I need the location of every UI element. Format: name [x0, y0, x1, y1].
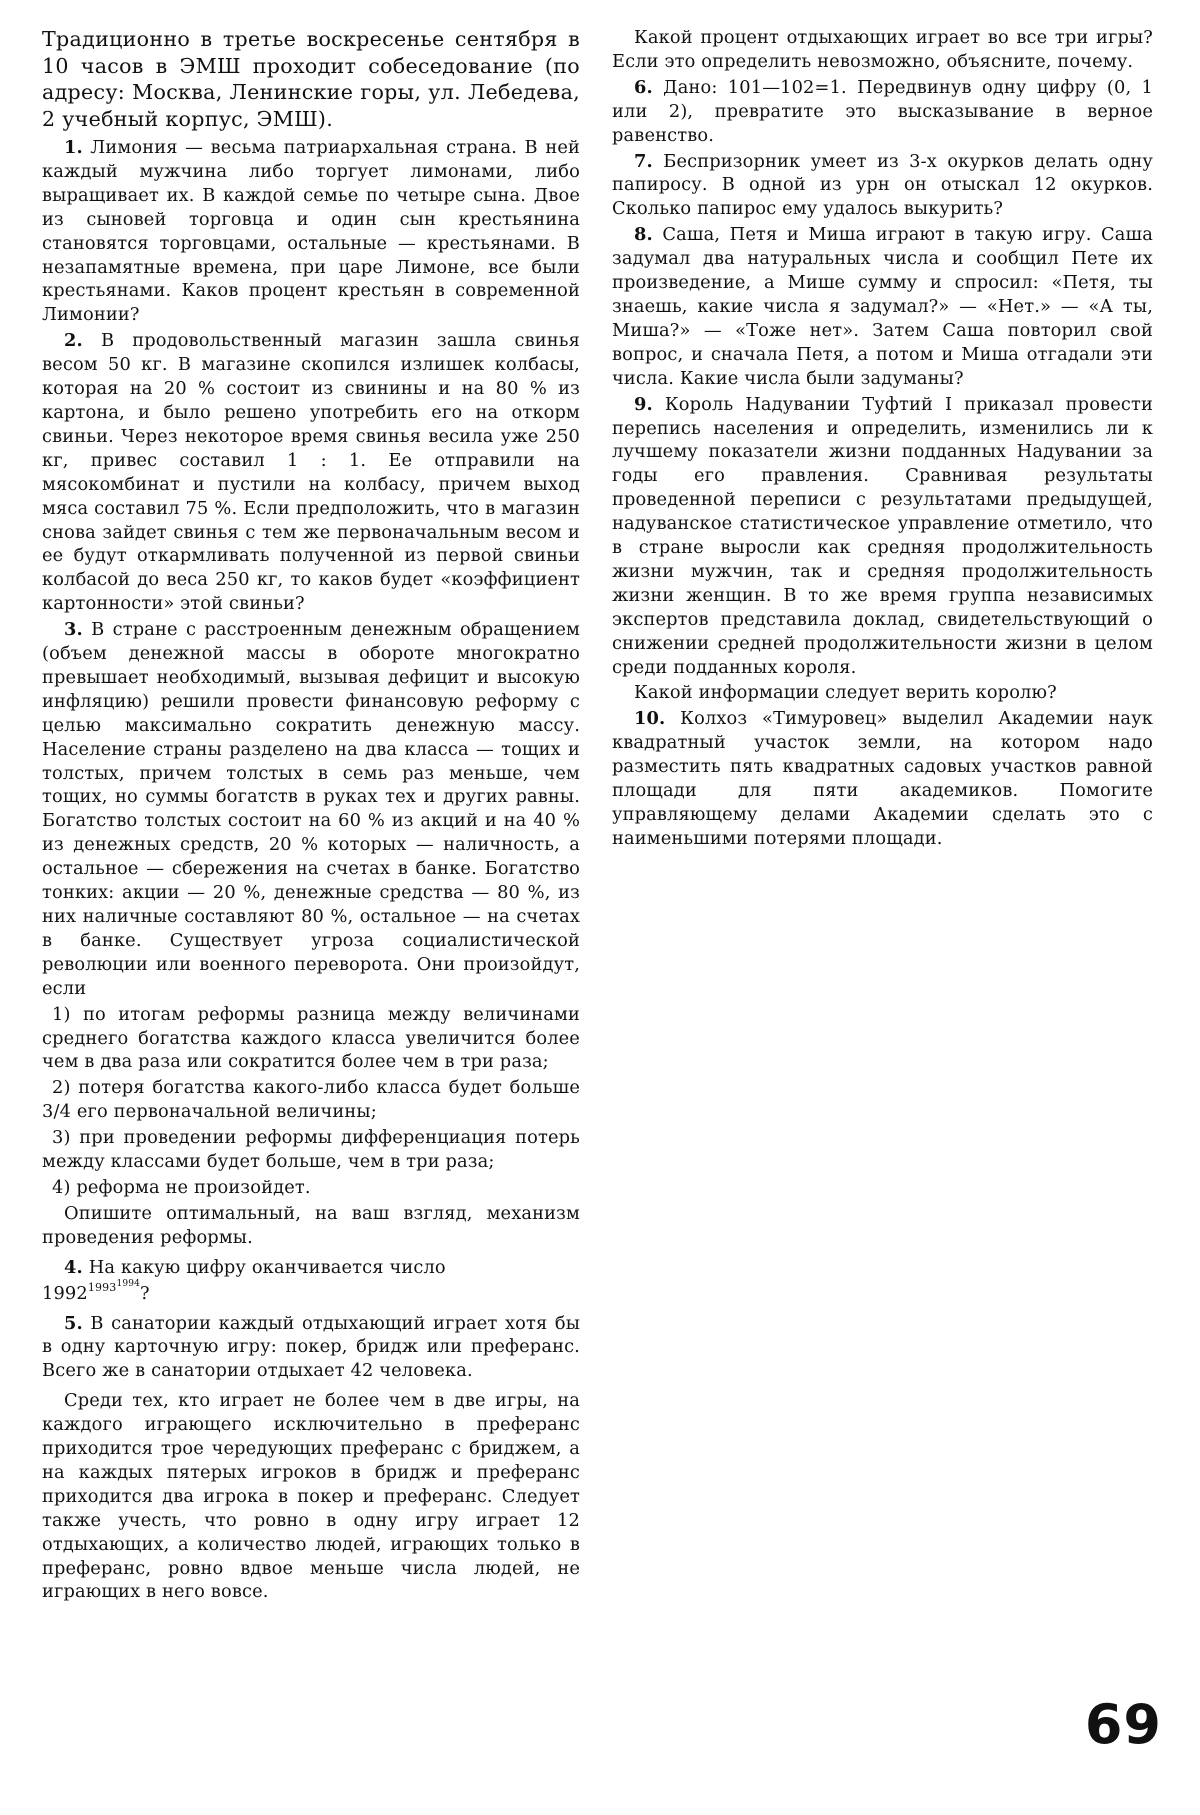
problem-text: Саша, Петя и Миша играют в такую игру. Саша задумал два натуральных числа и сообщил Пете их произведение, а Мише сумму и спросил: «Петя, ты знаешь, какие числа я задумал?» — «Нет.» — «А ты, Миша?» — «Тоже нет». Затем Саша повторил свой вопрос, и сначала Петя, а потом и Миша отгадали эти числа. Какие числа были задуманы? [612, 224, 1153, 389]
formula-exponent-2: 1994 [116, 1278, 140, 1289]
problem-9 [612, 393, 1153, 680]
problem-number: 1. [64, 137, 83, 158]
problem-3-option-4: 4) реформа не произойдет. [52, 1176, 311, 1198]
formula-tail: ? [139, 1282, 150, 1304]
problem-number: 9. [634, 393, 653, 415]
problem-text: Колхоз «Тимуровец» выделил Академии наук квадратный участок земли, на котором надо разместить пять квадратных садовых участков равной площади для пяти академиков. Помогите управляющему делами Академии сделать это с наименьшими потерями площади. [612, 708, 1153, 849]
problem-3 [42, 618, 580, 1001]
problem-text: Беспризорник умеет из 3-х окурков делать одну папиросу. В одной из урн он отыскал 12 окурков. Сколько папирос ему удалось выкурить? [612, 150, 1153, 220]
problem-text: В стране с расстроенным денежным обращением (объем денежной массы в обороте многократно превышает необходимый, вызывая дефицит и высокую инфляцию) решили провести финансовую реформу с целью максимально сократить денежную массу. Население страны разделено на два класса — тощих и толстых, причем толстых в семь раз меньше, чем тощих, но суммы богатств в руках тех и других равны. Богатство толстых состоит на 60 % из акций и на 40 % из денежных средств, 20 % которых — наличность, а остальное — сбережения на счетах в банке. Богатство тонких: акции — 20 %, денежные средства — 80 %, из них наличные составляют 80 %, остальное — на счетах в банке. Существует угроза социалистической революции или военного переворота. Они произойдут, если [42, 619, 580, 999]
problem-4-formula [42, 1278, 580, 1306]
problem-text: Король Надувании Туфтий I приказал провести перепись населения и определить, изменились ли к лучшему показатели жизни подданных Надувании за годы его правления. Сравнивая результаты проведенной переписи с результатами предыдущей, надуванское статистическое управление отметило, что в стране выросли как средняя продолжительность жизни мужчин, так и средняя продолжительность жизни женщин. В то же время группа независимых экспертов представила доклад, свидетельствующий о снижении средней продолжительности жизни в целом среди подданных короля. [612, 393, 1153, 678]
formula-exponent-1: 1993 [87, 1280, 117, 1294]
problem-text: Лимония — весьма патриархальная страна. В ней каждый мужчина либо торгует лимонами, либо выращивает их. В каждой семье по четыре сына. Двое из сыновей торговца и один сын крестьянина становятся торговцами, остальные — крестьянами. В незапамятные времена, при царе Лимоне, все были крестьянами. Каков процент крестьян в современной Лимонии? [42, 137, 580, 326]
formula-base: 1992 [42, 1282, 88, 1304]
problem-number: 7. [634, 150, 653, 172]
problem-6 [612, 76, 1153, 148]
problem-1 [42, 136, 580, 327]
formula-exponent [87, 1278, 140, 1294]
problem-number: 2. [64, 330, 83, 352]
problem-5 [42, 1312, 580, 1384]
left-column [42, 26, 580, 1606]
problem-3-option-3: 3) при проведении реформы дифференциация потерь между классами будет больше, чем в три раза; [42, 1127, 580, 1173]
problem-5-question: Какой процент отдыхающих играет во все три игры? Если это определить невозможно, объясните, почему. [612, 27, 1153, 72]
problem-number: 5. [64, 1312, 83, 1334]
problem-number: 6. [634, 76, 653, 98]
problem-number: 3. [64, 619, 83, 641]
problem-number: 8. [634, 224, 653, 246]
problem-text: На какую цифру оканчивается число [88, 1256, 446, 1278]
problem-number: 4. [64, 1256, 83, 1278]
problem-7 [612, 150, 1153, 222]
problem-text: Дано: 101—102=1. Передвинув одну цифру (0, 1 или 2), превратите это высказывание в верное равенство. [612, 76, 1153, 146]
problem-8 [612, 223, 1153, 390]
problem-9-question: Какой информации следует верить королю? [634, 682, 1057, 704]
problem-3-closing: Опишите оптимальный, на ваш взгляд, механизм проведения реформы. [42, 1202, 580, 1248]
problem-text: В санатории каждый отдыхающий играет хотя бы в одну карточную игру: покер, бридж или преферанс. Всего же в санатории отдыхает 42 человека. [42, 1312, 580, 1382]
problem-4 [42, 1256, 580, 1280]
problem-number: 10. [634, 708, 666, 730]
problem-3-option-2: 2) потеря богатства какого-либо класса будет больше 3/4 его первоначальной величины; [42, 1077, 580, 1123]
page-number: 69 [1084, 1693, 1162, 1756]
problem-3-option-1: 1) по итогам реформы разница между величинами среднего богатства каждого класса увеличится более чем в два раза или сократится более чем в три раза; [42, 1003, 580, 1073]
problem-5-continued: Среди тех, кто играет не более чем в две игры, на каждого играющего исключительно в преферанс приходится трое чередующих преферанс с бриджем, а на каждых пятерых игроков в бридж и преферанс приходится два игрока в покер и преферанс. Следует также учесть, что ровно в одну игру играет 12 отдыхающих, а количество людей, играющих только в преферанс, ровно вдвое меньше числа людей, не играющих в него вовсе. [42, 1390, 580, 1603]
intro-paragraph: Традиционно в третье воскресенье сентября в 10 часов в ЭМШ проходит собеседование (по адресу: Москва, Ленинские горы, ул. Лебедева, 2 учебный корпус, ЭМШ). [42, 27, 580, 131]
problem-text: В продовольственный магазин зашла свинья весом 50 кг. В магазине скопился излишек колбасы, которая на 20 % состоит из свинины и на 80 % из картона, и было решено употребить его на откорм свиньи. Через некоторое время свинья весила уже 250 кг, привес составил 1 : 1. Ее отправили на мясокомбинат и пустили на колбасу, причем выход мяса составил 75 %. Если предположить, что в магазин снова зайдет свинья с тем же первоначальным весом и ее будут откармливать полученной из первой свиньи колбасой до веса 250 кг, то каков будет «коэффициент картонности» этой свиньи? [42, 330, 580, 615]
problem-2 [42, 329, 580, 616]
right-column [612, 26, 1153, 853]
problem-10 [612, 707, 1153, 850]
